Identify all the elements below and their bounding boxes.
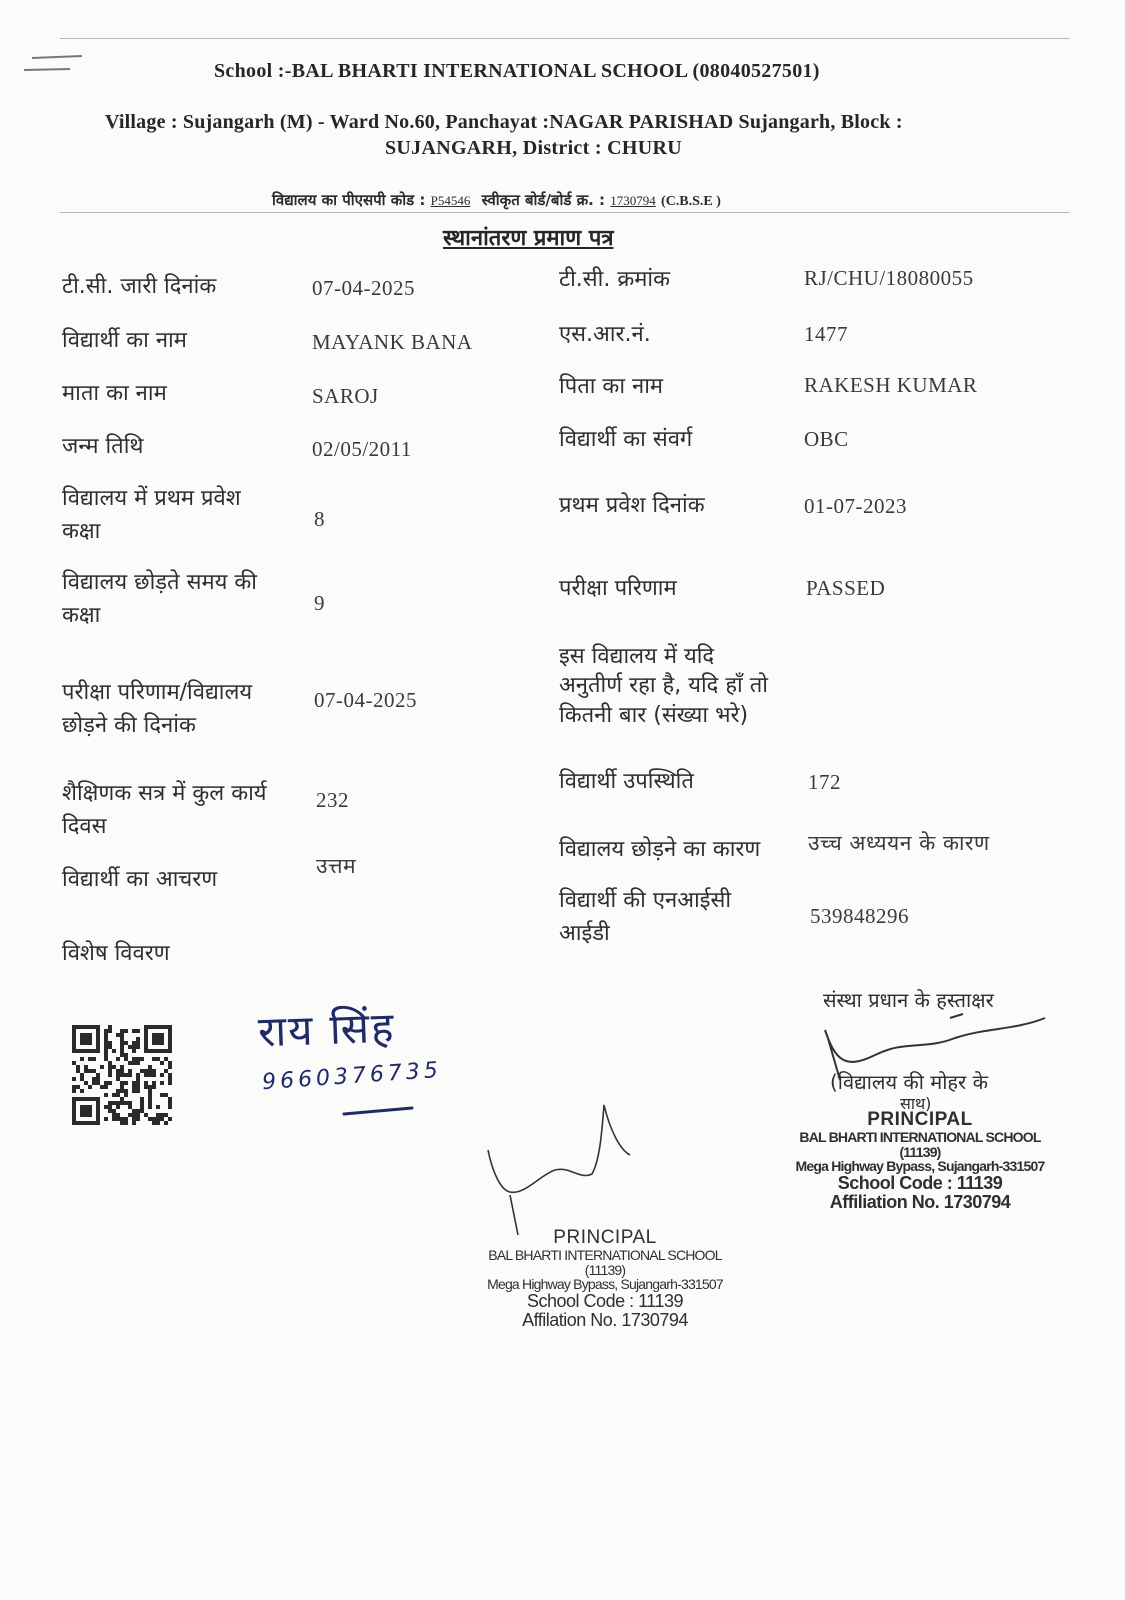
label-failed-count-1: इस विद्यालय में यदि	[559, 644, 715, 669]
header-top-rule	[60, 38, 1070, 39]
stamp-right-code: School Code : 11139	[837, 1173, 1003, 1193]
label-sr-number: एस.आर.नं.	[559, 322, 651, 347]
address-line-2: SUJANGARH, District : CHURU	[385, 137, 682, 159]
label-leaving-class-2: कक्षा	[62, 603, 101, 628]
label-failed-count-2: अनुतीर्ण रहा है, यदि हाँ तो	[559, 673, 768, 698]
stamp-right-affiliation: Affiliation No. 1730794	[829, 1191, 1011, 1212]
value-dob: 02/05/2011	[312, 437, 412, 461]
value-student-name: MAYANK BANA	[312, 330, 473, 354]
principal-signature-scribble	[480, 1100, 680, 1240]
value-category: OBC	[804, 427, 849, 451]
label-student-name: विद्यार्थी का नाम	[62, 328, 187, 353]
label-attendance: विद्यार्थी उपस्थिति	[559, 769, 694, 794]
handwritten-underline	[340, 1100, 420, 1120]
label-mother-name: माता का नाम	[62, 381, 167, 406]
code-line	[272, 190, 721, 210]
stamp-center-title: PRINCIPAL	[553, 1227, 657, 1248]
label-father-name: पिता का नाम	[559, 374, 664, 399]
psp-code: P54546	[430, 193, 471, 208]
stamp-center-code: School Code : 11139	[527, 1291, 683, 1311]
value-result-leaving-date: 07-04-2025	[314, 688, 417, 712]
psp-label: विद्यालय का पीएसपी कोड :	[272, 191, 426, 209]
label-first-admission-class-2: कक्षा	[62, 519, 101, 544]
label-working-days-1: शैक्षिणक सत्र में कुल कार्य	[62, 781, 267, 806]
handwritten-phone: 9660376735	[261, 1057, 443, 1096]
handwritten-name: राय सिंह	[257, 1002, 397, 1057]
header-bottom-rule	[60, 212, 1070, 213]
label-category: विद्यार्थी का संवर्ग	[559, 427, 693, 452]
label-working-days-2: दिवस	[62, 814, 107, 839]
value-attendance: 172	[808, 770, 841, 794]
label-result-leaving-date-2: छोड़ने की दिनांक	[62, 713, 196, 738]
value-conduct: उत्तम	[316, 854, 357, 878]
label-result-leaving-date-1: परीक्षा परिणाम/विद्यालय	[62, 680, 253, 705]
value-mother-name: SAROJ	[312, 384, 379, 408]
value-first-admission-class: 8	[314, 507, 325, 531]
value-tc-number: RJ/CHU/18080055	[804, 266, 974, 290]
principal-stamp-right	[795, 1110, 1045, 1212]
value-leaving-reason: उच्च अध्ययन के कारण	[808, 831, 990, 855]
seal-label-1: (विद्यालय की मोहर के	[830, 1070, 988, 1094]
stamp-center-affiliation: Affilation No. 1730794	[522, 1309, 688, 1330]
board-no: 1730794	[610, 193, 656, 208]
scan-mark	[20, 50, 90, 80]
stamp-right-address: Mega Highway Bypass, Sujangarh-331507	[795, 1158, 1045, 1175]
label-first-admission-class-1: विद्यालय में प्रथम प्रवेश	[62, 486, 241, 511]
stamp-center-address: Mega Highway Bypass, Sujangarh-331507	[487, 1276, 723, 1293]
label-nic-id-2: आईडी	[559, 921, 610, 946]
certificate-title: स्थानांतरण प्रमाण पत्र	[443, 226, 614, 251]
label-dob: जन्म तिथि	[62, 434, 144, 459]
qr-code	[72, 1025, 172, 1125]
label-first-admission-date: प्रथम प्रवेश दिनांक	[559, 493, 705, 518]
label-exam-result: परीक्षा परिणाम	[559, 576, 677, 601]
label-tc-number: टी.सी. क्रमांक	[559, 267, 670, 292]
value-exam-result: PASSED	[806, 576, 886, 600]
head-signature-scribble	[815, 1010, 1055, 1090]
board-label: स्वीकृत बोर्ड/बोर्ड क्र. :	[481, 191, 606, 209]
head-signature-label: संस्था प्रधान के हस्ताक्षर	[823, 988, 994, 1012]
label-remarks: विशेष विवरण	[62, 941, 170, 966]
principal-stamp-center	[480, 1228, 730, 1330]
stamp-center-school: BAL BHARTI INTERNATIONAL SCHOOL (11139)	[488, 1246, 722, 1278]
value-first-admission-date: 01-07-2023	[804, 494, 907, 518]
value-father-name: RAKESH KUMAR	[804, 373, 978, 397]
value-nic-id: 539848296	[810, 904, 909, 928]
school-name: School :-BAL BHARTI INTERNATIONAL SCHOOL (08040527501)	[214, 60, 820, 82]
value-sr-number: 1477	[804, 322, 848, 346]
label-nic-id-1: विद्यार्थी की एनआईसी	[559, 888, 732, 913]
label-conduct: विद्यार्थी का आचरण	[62, 867, 218, 892]
address-line-1: Village : Sujangarh (M) - Ward No.60, Panchayat :NAGAR PARISHAD Sujangarh, Block :	[105, 111, 903, 133]
stamp-right-school: BAL BHARTI INTERNATIONAL SCHOOL (11139)	[799, 1128, 1041, 1160]
label-leaving-class-1: विद्यालय छोड़ते समय की	[62, 570, 257, 595]
seal-label-2: साथ)	[900, 1094, 932, 1113]
label-failed-count-3: कितनी बार (संख्या भरे)	[559, 703, 749, 728]
stamp-right-title: PRINCIPAL	[867, 1109, 973, 1130]
board-name: (C.B.S.E )	[661, 194, 721, 209]
label-leaving-reason: विद्यालय छोड़ने का कारण	[559, 837, 761, 862]
label-tc-issue-date: टी.सी. जारी दिनांक	[62, 274, 217, 299]
value-leaving-class: 9	[314, 591, 325, 615]
value-working-days: 232	[316, 788, 349, 812]
value-tc-issue-date: 07-04-2025	[312, 276, 415, 300]
